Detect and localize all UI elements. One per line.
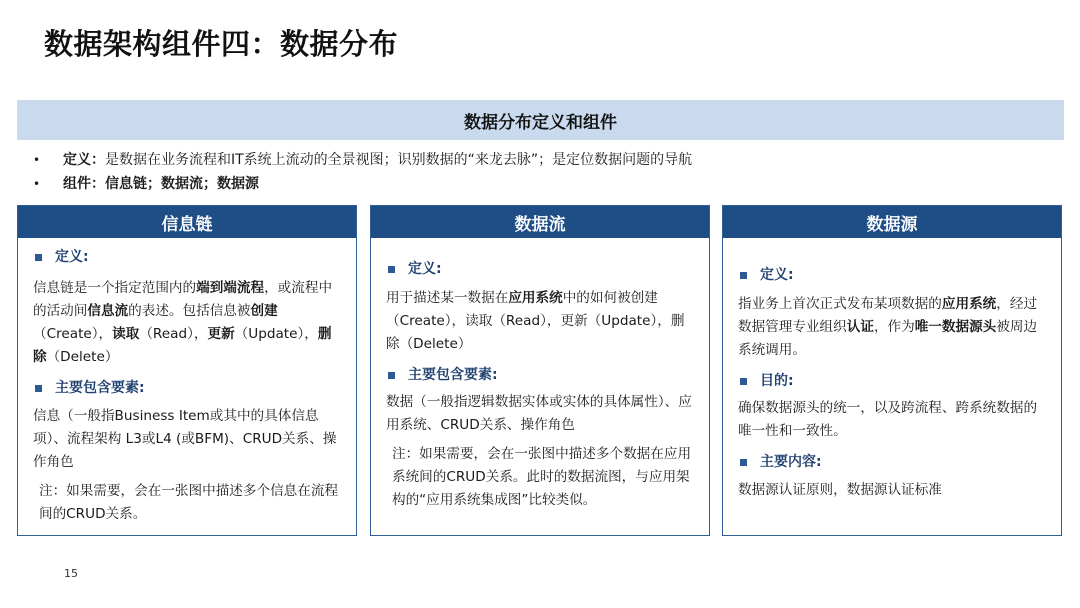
definition-text: 信息链是一个指定范围内的端到端流程，或流程中的活动间信息流的表述。包括信息被创建（Create），读取（Read），更新（Update），删除（Delete） <box>33 280 333 365</box>
definition-text: 指业务上首次正式发布某项数据的应用系统，经过数据管理专业组织认证，作为唯一数据源头被周边系统调用。 <box>738 296 1038 358</box>
goal-text: 确保数据源头的统一，以及跨流程、跨系统数据的唯一性和一致性。 <box>738 400 1038 439</box>
card-header: 信息链 <box>18 206 356 238</box>
note-text: 注：如果需要，会在一张图中描述多个信息在流程间的CRUD关系。 <box>39 483 339 522</box>
bullet-dot-icon: • <box>33 153 41 167</box>
bullet-components <box>33 172 692 196</box>
section-title-goal: 目的: <box>738 370 1047 393</box>
definition-text: 用于描述某一数据在应用系统中的如何被创建（Create），读取（Read），更新（Update），删除（Delete） <box>386 290 685 352</box>
section-title-main-content: 主要内容: <box>738 451 1047 474</box>
square-bullet-icon <box>740 378 747 385</box>
page-title: 数据架构组件四：数据分布 <box>44 27 399 61</box>
card-header: 数据源 <box>723 206 1061 238</box>
section-title-definition: 定义: <box>738 264 1047 287</box>
elements-text: 数据（一般指逻辑数据实体或实体的具体属性）、应用系统、CRUD关系、操作角色 <box>386 394 692 433</box>
elements-text: 信息（一般指Business Item或其中的具体信息项）、流程架构 L3或L4 (或BFM)、CRUD关系、操作角色 <box>33 408 337 470</box>
square-bullet-icon <box>740 459 747 466</box>
card-data-flow <box>370 205 710 536</box>
bullet-dot-icon: • <box>33 177 41 191</box>
bullet-text: 信息链；数据流；数据源 <box>105 176 259 192</box>
section-banner: 数据分布定义和组件 <box>17 100 1064 140</box>
card-header: 数据流 <box>371 206 709 238</box>
card-information-chain <box>17 205 357 536</box>
bullet-head: 组件： <box>63 176 105 192</box>
page-number: 15 <box>64 567 78 580</box>
main-content-text: 数据源认证原则，数据源认证标准 <box>738 482 942 498</box>
square-bullet-icon <box>35 254 42 261</box>
note-text: 注：如果需要，会在一张图中描述多个数据在应用系统间的CRUD关系。此时的数据流图，与应用架构的“应用系统集成图”比较类似。 <box>392 446 692 508</box>
summary-bullets <box>33 148 692 196</box>
section-title-definition: 定义: <box>386 258 695 281</box>
square-bullet-icon <box>740 272 747 279</box>
bullet-text: 是数据在业务流程和IT系统上流动的全景视图；识别数据的“来龙去脉”；是定位数据问题的导航 <box>105 152 693 168</box>
section-title-elements: 主要包含要素: <box>386 364 695 387</box>
square-bullet-icon <box>388 266 395 273</box>
section-title-definition: 定义: <box>33 246 342 269</box>
bullet-head: 定义： <box>63 152 105 168</box>
bullet-definition <box>33 148 692 172</box>
square-bullet-icon <box>35 385 42 392</box>
square-bullet-icon <box>388 372 395 379</box>
card-data-source <box>722 205 1062 536</box>
section-title-elements: 主要包含要素: <box>33 377 342 400</box>
